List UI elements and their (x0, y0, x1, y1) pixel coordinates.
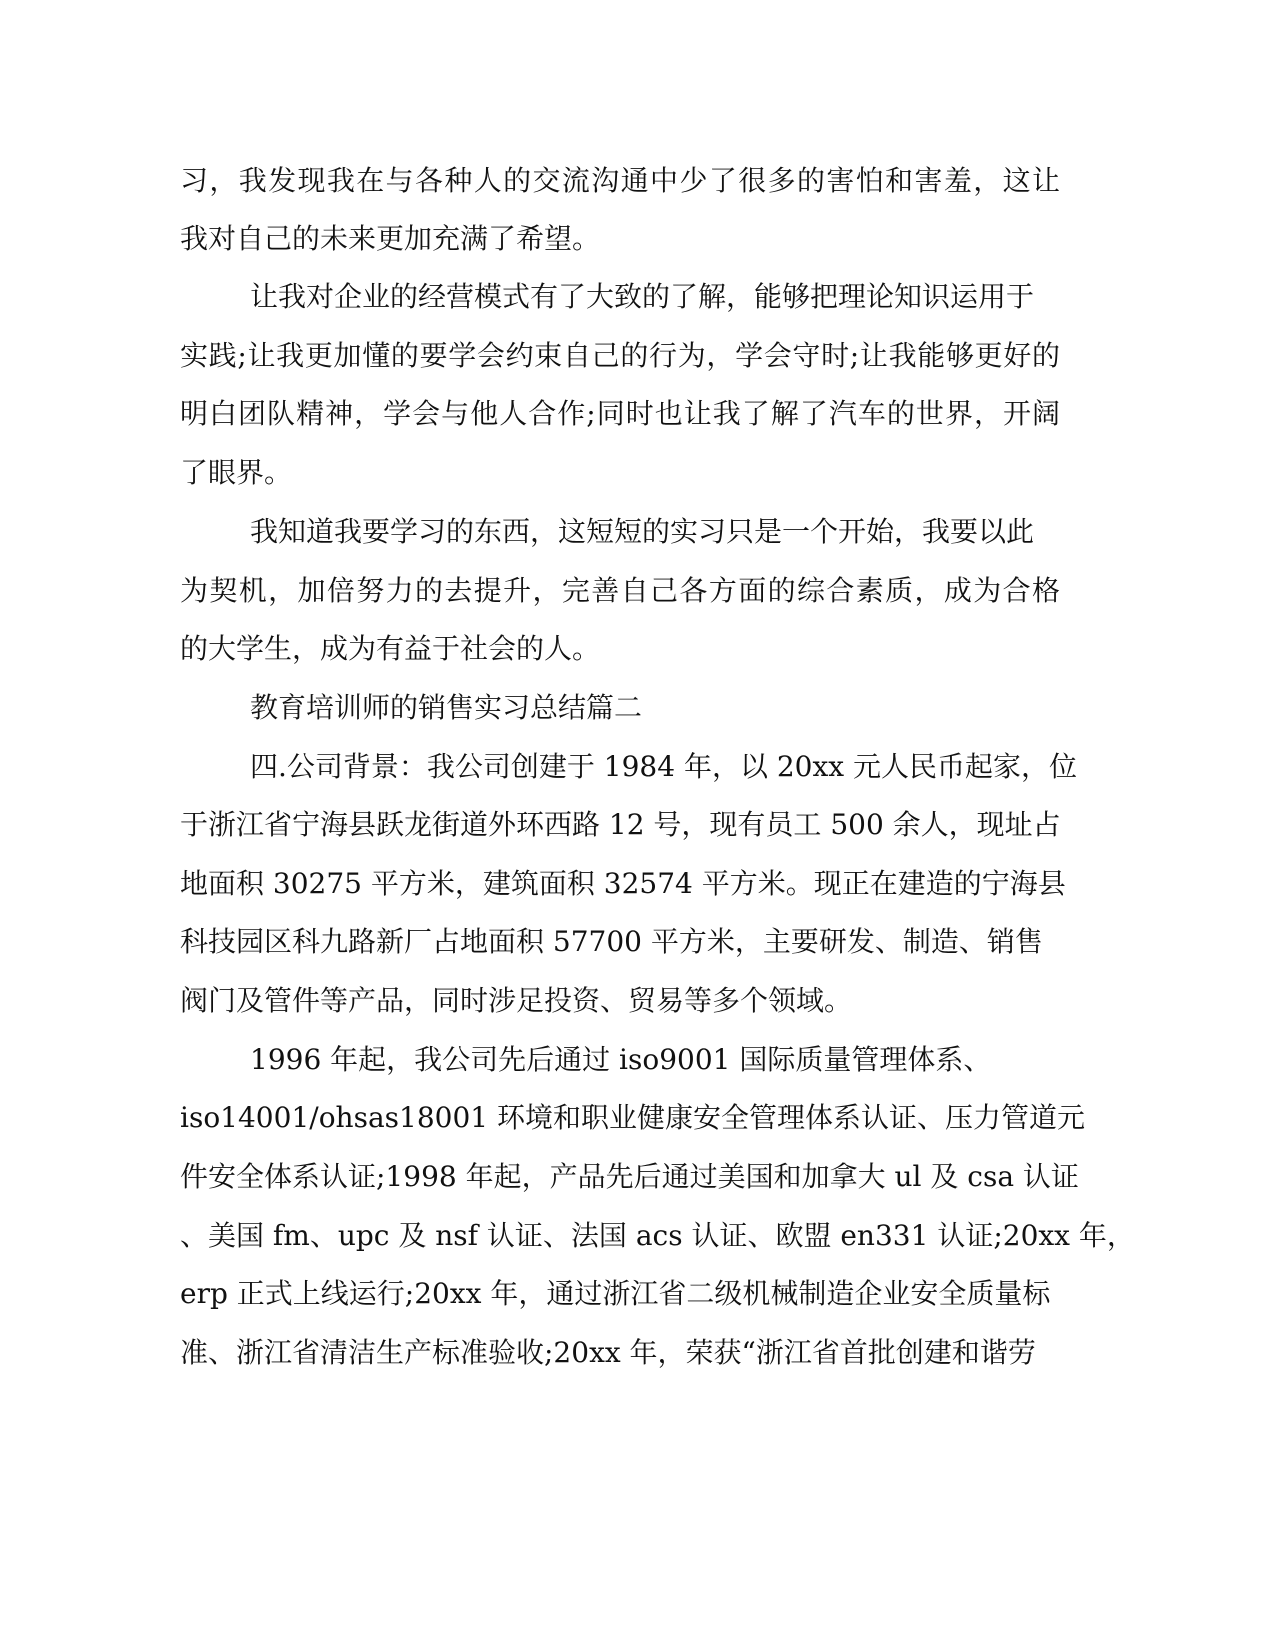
paragraph-3-line-2: 为契机，加倍努力的去提升，完善自己各方面的综合素质，成为合格 (180, 574, 1060, 607)
paragraph-1-line-1: 习，我发现我在与各种人的交流沟通中少了很多的害怕和害羞，这让 (180, 164, 1060, 197)
paragraph-4-line-5: 阀门及管件等产品，同时涉足投资、贸易等多个领域。 (180, 984, 853, 1017)
section-heading: 教育培训师的销售实习总结篇二 (250, 691, 643, 724)
paragraph-3-line-3: 的大学生，成为有益于社会的人。 (180, 632, 601, 665)
paragraph-1-line-2: 我对自己的未来更加充满了希望。 (180, 222, 601, 255)
paragraph-4-line-1: 四.公司背景：我公司创建于 1984 年，以 20xx 元人民币起家，位 (250, 750, 1077, 783)
paragraph-5-line-1: 1996 年起，我公司先后通过 iso9001 国际质量管理体系、 (250, 1043, 992, 1076)
paragraph-5-line-5: erp 正式上线运行;20xx 年，通过浙江省二级机械制造企业安全质量标 (180, 1277, 1051, 1310)
paragraph-5-line-4: 、美国 fm、upc 及 nsf 认证、法国 acs 认证、欧盟 en331 认证;20xx 年， (180, 1219, 1135, 1252)
paragraph-4-line-4: 科技园区科九路新厂占地面积 57700 平方米，主要研发、制造、销售 (180, 925, 1043, 958)
paragraph-2-line-4: 了眼界。 (180, 456, 293, 489)
paragraph-2-line-1: 让我对企业的经营模式有了大致的了解，能够把理论知识运用于 (250, 280, 1035, 313)
paragraph-2-line-2: 实践;让我更加懂的要学会约束自己的行为，学会守时;让我能够更好的 (180, 339, 1060, 372)
paragraph-3-line-1: 我知道我要学习的东西，这短短的实习只是一个开始，我要以此 (250, 515, 1035, 548)
paragraph-4-line-3: 地面积 30275 平方米，建筑面积 32574 平方米。现正在建造的宁海县 (180, 867, 1066, 900)
paragraph-5-line-2: iso14001/ohsas18001 环境和职业健康安全管理体系认证、压力管道元 (180, 1101, 1085, 1134)
paragraph-4-line-2: 于浙江省宁海县跃龙街道外环西路 12 号，现有员工 500 余人，现址占 (180, 808, 1061, 841)
paragraph-5-line-6: 准、浙江省清洁生产标准验收;20xx 年，荣获“浙江省首批创建和谐劳 (180, 1336, 1036, 1369)
paragraph-2-line-3: 明白团队精神，学会与他人合作;同时也让我了解了汽车的世界，开阔 (180, 397, 1060, 430)
paragraph-5-line-3: 件安全体系认证;1998 年起，产品先后通过美国和加拿大 ul 及 csa 认证 (180, 1160, 1079, 1193)
